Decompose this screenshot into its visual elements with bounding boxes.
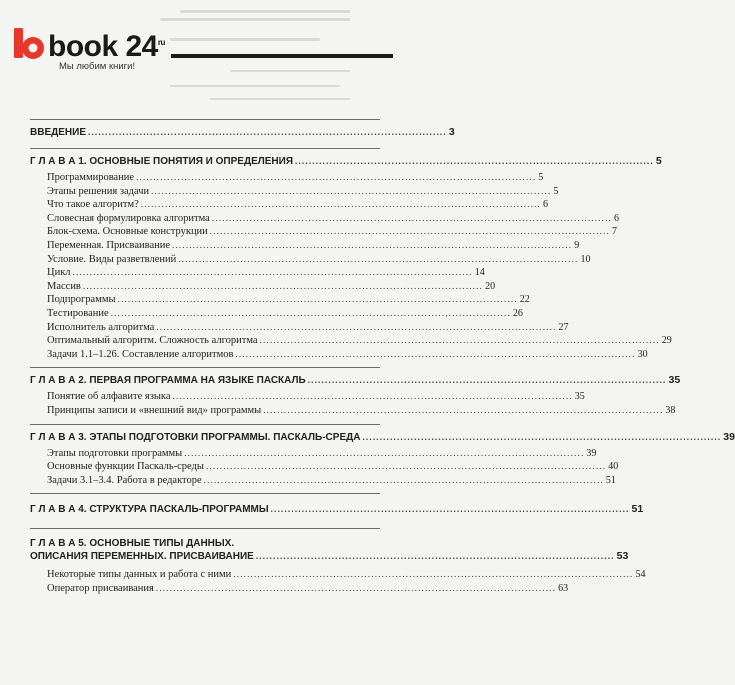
toc-chapter-4 [30, 503, 644, 520]
bleed-through [230, 70, 350, 72]
toc-chapter-title: ОПИСАНИЯ ПЕРЕМЕННЫХ. ПРИСВАИВАНИЕ [30, 551, 254, 563]
toc-item [30, 335, 672, 349]
toc-leader: .................................................................................................................... [136, 172, 537, 182]
toc-item-title: Задачи 1.1–1.26. Составление алгоритмов [47, 348, 234, 360]
toc-item [30, 199, 549, 213]
toc-item [30, 461, 619, 475]
header-rule [171, 54, 393, 58]
toc-leader: .................................................................................................................... [205, 461, 607, 472]
toc-leader: ........................................................................................................ [88, 127, 447, 137]
toc-leader: .................................................................................................................... [184, 447, 585, 458]
toc-leader: .................................................................................................................... [155, 582, 557, 593]
toc-item-page: 20 [485, 280, 496, 292]
toc-leader: .................................................................................................................... [209, 226, 610, 237]
toc-intro [30, 126, 455, 143]
toc-item-title: Некоторые типы данных и работа с ними [47, 569, 232, 581]
toc-item-title: Массив [47, 280, 81, 292]
toc-chapter-1 [30, 155, 662, 172]
toc-leader: .................................................................................................................... [140, 199, 542, 210]
toc-item-title: Подпрограммы [47, 294, 116, 306]
toc-item [30, 391, 585, 405]
toc-intro-title: ВВЕДЕНИЕ [30, 127, 86, 138]
toc-chapter-3 [30, 430, 735, 448]
toc-item-title: Основные функции Паскаль-среды [47, 461, 204, 473]
toc-leader: .................................................................................................................... [235, 348, 636, 359]
toc-item-page: 35 [574, 391, 585, 403]
toc-item-title: Что такое алгоритм? [47, 199, 139, 211]
toc-leader: .................................................................................................................... [156, 321, 557, 332]
toc-item [30, 253, 591, 268]
toc-item-title: Понятие об алфавите языка [47, 391, 171, 403]
toc-leader: ........................................................................................................ [270, 504, 630, 515]
toc-item [30, 348, 648, 363]
toc-chapter-2 [30, 374, 681, 391]
toc-leader: ........................................................................................................ [362, 431, 722, 442]
toc-item-page: 39 [586, 447, 597, 459]
toc-chapter-title: Г Л А В А 3. ЭТАПЫ ПОДГОТОВКИ ПРОГРАММЫ. ПАСКАЛЬ-СРЕДА [30, 431, 361, 443]
toc-item-page: 22 [519, 294, 530, 306]
toc-item-title: Оператор присваивания [47, 582, 154, 594]
toc-item [30, 239, 580, 254]
toc-chapter-page: 53 [616, 550, 629, 563]
toc-chapter-5-title-line1: Г Л А В А 5. ОСНОВНЫЕ ТИПЫ ДАННЫХ. [30, 538, 235, 550]
toc-item [30, 582, 569, 597]
toc-leader: ........................................................................................................ [255, 551, 615, 562]
toc-item-title: Блок-схема. Основные конструкции [47, 226, 208, 238]
toc-chapter-page: 51 [631, 503, 644, 516]
toc-item [30, 212, 620, 227]
toc-item-title: Принципы записи и «внешний вид» программы [47, 404, 262, 416]
toc-item [30, 569, 646, 583]
toc-leader: ........................................................................................................ [295, 156, 654, 166]
toc-item [30, 321, 569, 336]
toc-item-page: 5 [538, 172, 544, 183]
toc-item-page: 63 [558, 582, 569, 594]
toc-leader: .................................................................................................................... [178, 253, 579, 264]
toc-item-page: 51 [605, 474, 616, 486]
toc-item-page: 26 [512, 307, 523, 319]
bleed-through [210, 98, 350, 100]
toc-leader: .................................................................................................................... [172, 391, 573, 402]
toc-leader: .................................................................................................................... [82, 280, 484, 291]
toc-intro-page: 3 [448, 126, 455, 138]
toc-chapter-page: 35 [668, 374, 681, 387]
toc-item-page: 14 [474, 267, 485, 279]
toc-item-page: 29 [661, 335, 672, 347]
bleed-through [170, 38, 320, 41]
logo-text: book $24^{ru}$ [48, 30, 165, 63]
toc-chapter-page: 39 [723, 430, 735, 443]
toc-item-title: Оптимальный алгоритм. Сложность алгоритма [47, 335, 258, 347]
toc-item [30, 307, 523, 322]
toc-item-title: Цикл [47, 267, 71, 279]
toc-item-title: Переменная. Присваивание [47, 239, 171, 251]
toc-item-page: 7 [612, 226, 617, 238]
toc-item-page: 6 [543, 199, 549, 211]
table-of-contents [30, 119, 735, 601]
toc-item [30, 404, 676, 419]
toc-item [30, 447, 597, 462]
toc-item [30, 474, 616, 489]
toc-chapter-title: Г Л А В А 4. СТРУКТУРА ПАСКАЛЬ-ПРОГРАММЫ [30, 504, 269, 516]
toc-item [30, 267, 485, 281]
toc-chapter-title: Г Л А В А 1. ОСНОВНЫЕ ПОНЯТИЯ И ОПРЕДЕЛЕНИЯ [30, 156, 294, 167]
bleed-through [180, 10, 350, 13]
toc-leader: ........................................................................................................ [307, 375, 667, 386]
toc-chapter-5 [30, 550, 629, 565]
toc-item [30, 172, 544, 186]
logo-sup: ru [157, 38, 165, 47]
toc-item-page: 10 [580, 253, 591, 265]
toc-leader: .................................................................................................................... [117, 294, 518, 305]
toc-item-title: Условие. Виды разветвлений [47, 253, 177, 265]
book-logo-icon [13, 28, 47, 60]
toc-item [30, 294, 530, 308]
toc-item-page: 6 [614, 212, 620, 224]
toc-leader: .................................................................................................................... [110, 307, 511, 318]
toc-item-page: 27 [558, 321, 569, 333]
book24-logo [10, 25, 170, 75]
toc-chapter-title: Г Л А В А 2. ПЕРВАЯ ПРОГРАММА НА ЯЗЫКЕ ПАСКАЛЬ [30, 375, 306, 387]
toc-item-title: Тестирование [47, 307, 109, 319]
toc-item-page: 54 [635, 569, 646, 581]
toc-item-page: 5 [553, 185, 559, 197]
toc-item [30, 185, 559, 200]
logo-tagline: Мы любим книги! [59, 61, 136, 72]
toc-item [30, 226, 617, 240]
toc-leader: .................................................................................................................... [263, 404, 664, 415]
toc-leader: .................................................................................................................... [151, 185, 552, 196]
toc-leader: .................................................................................................................... [233, 569, 634, 580]
toc-leader: .................................................................................................................... [211, 212, 613, 223]
toc-chapter-page: 5 [655, 155, 662, 167]
toc-item-title: Этапы подготовки программы [47, 447, 183, 459]
toc-item-title: Задачи 3.1–3.4. Работа в редакторе [47, 474, 202, 486]
toc-item-title: Словесная формулировка алгоритма [47, 212, 210, 224]
toc-item [30, 280, 496, 295]
toc-leader: .................................................................................................................... [259, 335, 660, 346]
toc-item-title: Программирование [47, 172, 135, 183]
toc-item-page: 9 [574, 239, 580, 251]
toc-leader: .................................................................................................................... [72, 267, 473, 278]
bleed-through [170, 85, 340, 87]
toc-item-title: Этапы решения задачи [47, 185, 150, 197]
toc-item-page: 30 [637, 348, 648, 360]
toc-item-title: Исполнитель алгоритма [47, 321, 155, 333]
toc-item-page: 40 [608, 461, 619, 473]
bleed-through [160, 18, 350, 21]
toc-leader: .................................................................................................................... [172, 239, 573, 250]
toc-item-page: 38 [665, 404, 676, 416]
toc-leader: .................................................................................................................... [203, 474, 604, 485]
